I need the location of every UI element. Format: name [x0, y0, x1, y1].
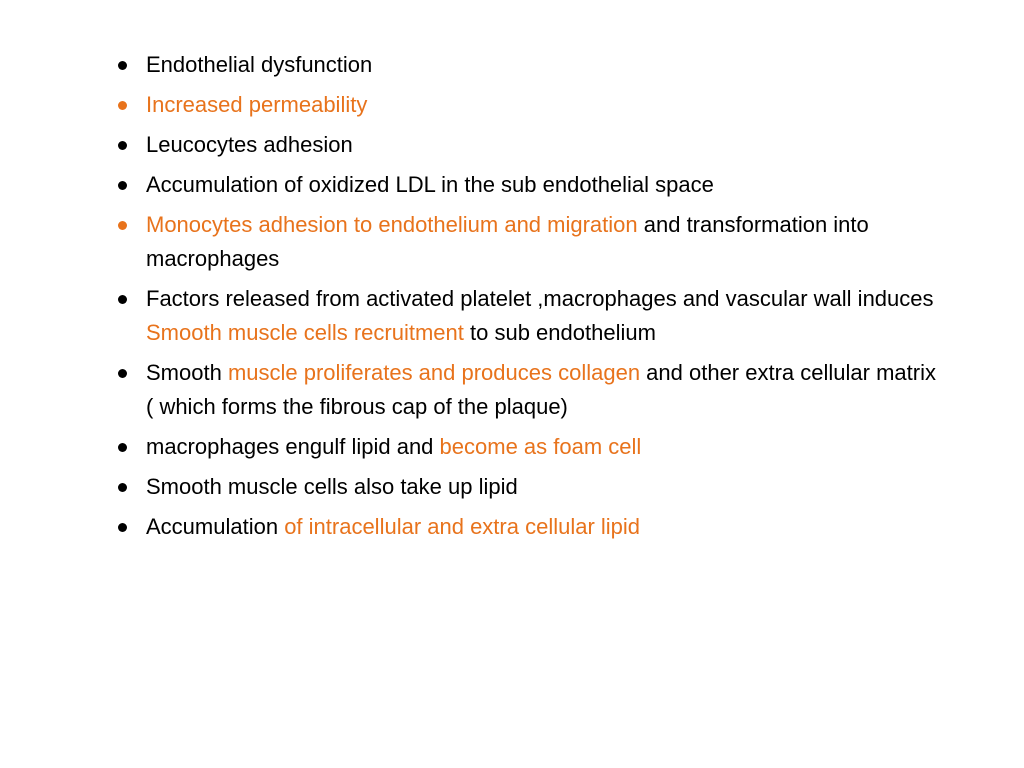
bullet-dot-icon	[118, 483, 127, 492]
bullet-item	[112, 208, 942, 276]
bullet-text: Leucocytes adhesion	[146, 132, 353, 157]
bullet-dot-icon	[118, 61, 127, 70]
bullet-dot-icon	[118, 523, 127, 532]
bullet-text: Smooth muscle cells also take up lipid	[146, 474, 518, 499]
bullet-dot-icon	[118, 181, 127, 190]
bullet-text: to sub endothelium	[463, 320, 656, 345]
bullet-item	[112, 356, 942, 424]
bullet-dot-icon	[118, 101, 127, 110]
bullet-text: Smooth	[146, 360, 228, 385]
bullet-dot-icon	[118, 221, 127, 230]
bullet-item	[112, 470, 942, 504]
bullet-text: Accumulation of oxidized LDL in the sub endothelial space	[146, 172, 714, 197]
bullet-item	[112, 430, 942, 464]
bullet-item	[112, 282, 942, 350]
bullet-text-highlight: of intracellular and extra cellular lipid	[284, 514, 641, 539]
bullet-text-highlight: become as foam cell	[439, 434, 642, 459]
bullet-item	[112, 128, 942, 162]
bullet-item	[112, 168, 942, 202]
bullet-item	[112, 48, 942, 82]
bullet-text: Endothelial dysfunction	[146, 52, 373, 77]
bullet-text-highlight: Monocytes adhesion to endothelium and migration	[146, 212, 638, 237]
bullet-list	[112, 48, 942, 550]
bullet-text: and other extra cellular matrix ( which forms the fibrous cap of the plaque)	[146, 360, 936, 419]
bullet-item	[112, 88, 942, 122]
bullet-text: Factors released from activated platelet ,macrophages and vascular wall induces	[146, 286, 934, 311]
bullet-dot-icon	[118, 369, 127, 378]
bullet-text-highlight: Smooth muscle cells recruitment	[146, 320, 464, 345]
bullet-dot-icon	[118, 443, 127, 452]
bullet-item	[112, 510, 942, 544]
bullet-text-highlight: muscle proliferates and produces collagen	[227, 360, 641, 385]
bullet-text: macrophages engulf lipid and	[146, 434, 440, 459]
bullet-text-highlight: Increased permeability	[146, 92, 368, 117]
bullet-dot-icon	[118, 141, 127, 150]
bullet-text: Accumulation	[146, 514, 285, 539]
bullet-dot-icon	[118, 295, 127, 304]
bullet-text: and transformation into macrophages	[146, 212, 869, 271]
